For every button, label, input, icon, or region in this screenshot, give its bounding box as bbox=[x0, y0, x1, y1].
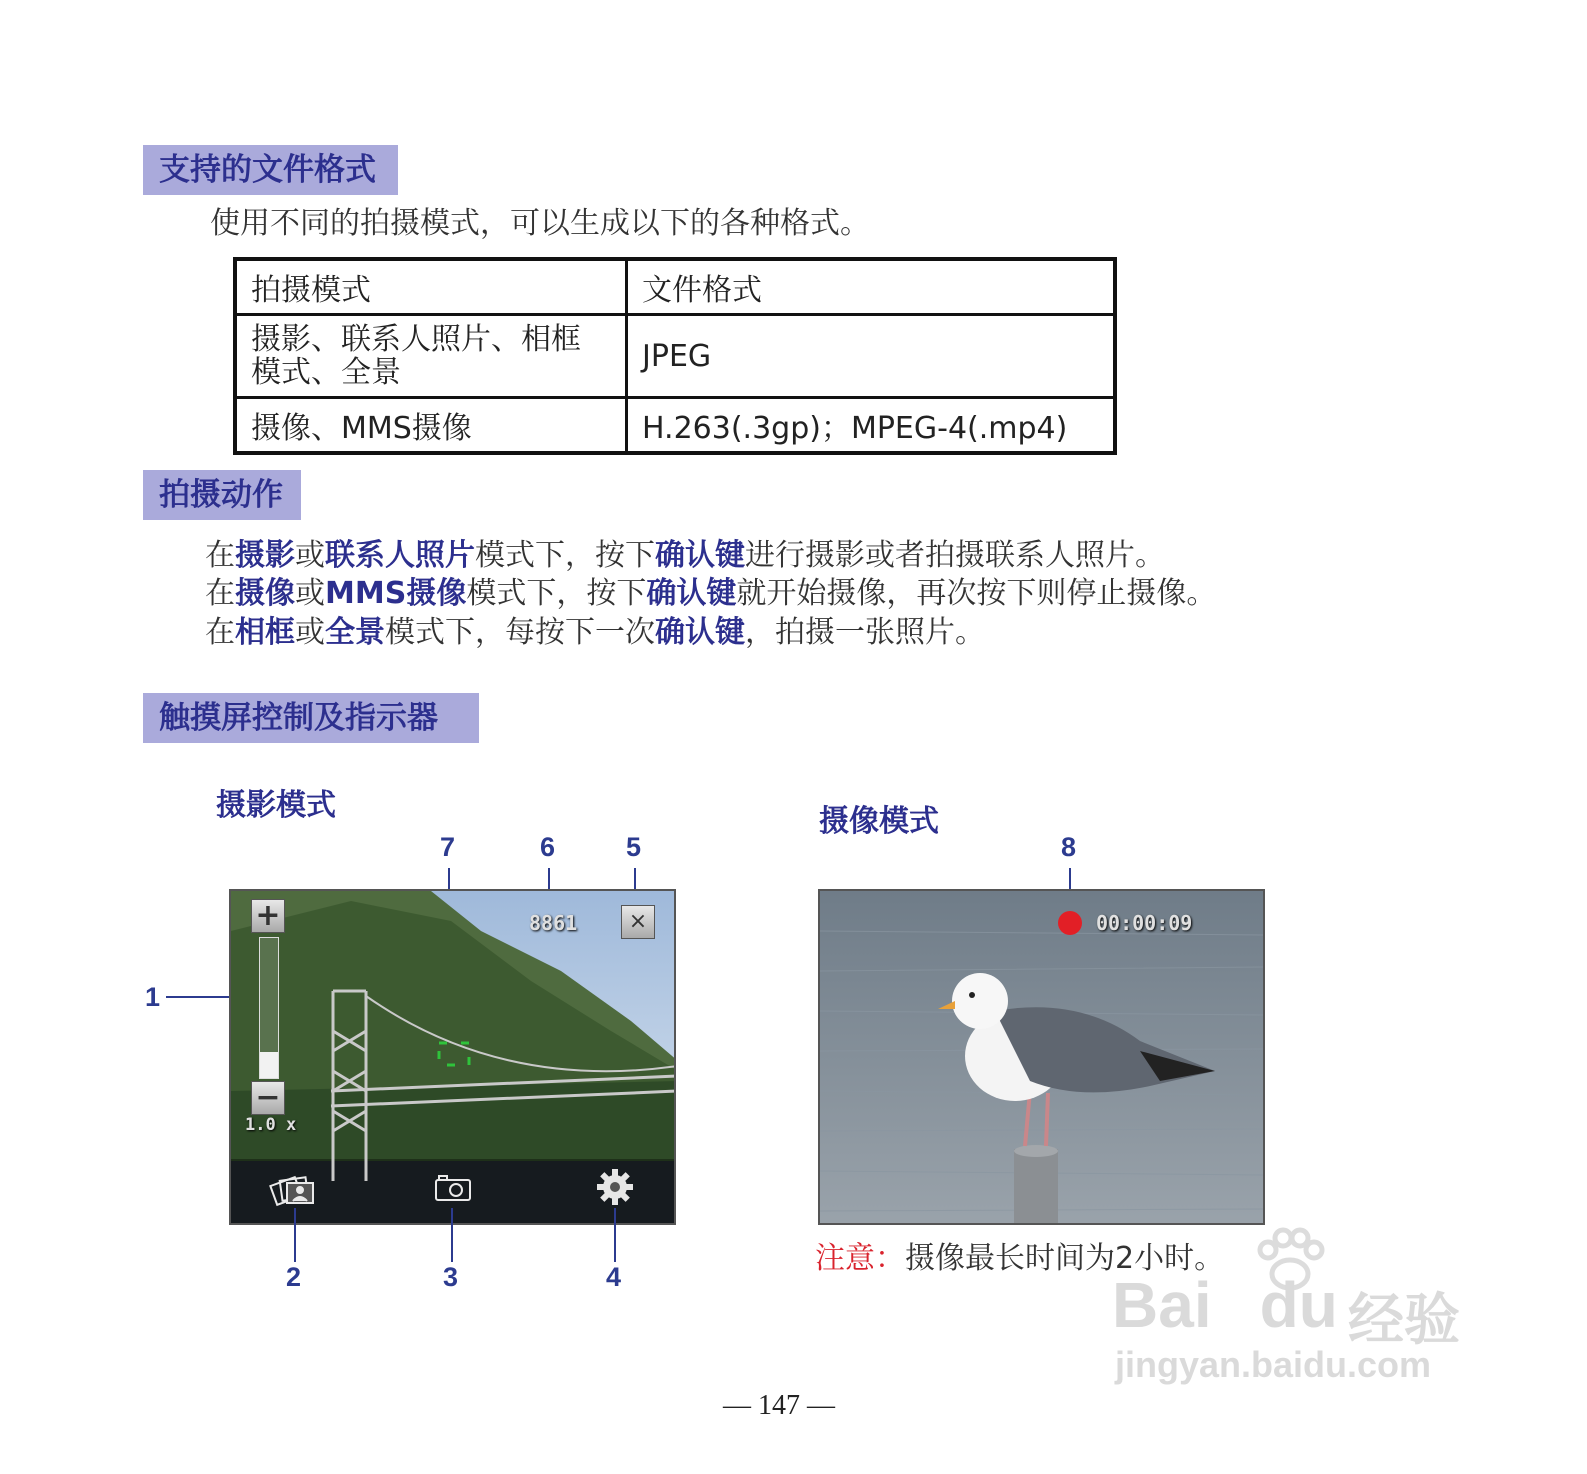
text: 在 bbox=[205, 576, 235, 611]
watermark-du: du bbox=[1259, 1269, 1338, 1341]
recording-indicator-dot bbox=[1058, 911, 1082, 935]
video-mode-title: 摄像模式 bbox=[819, 804, 939, 839]
note-text: 摄像最长时间为2小时。 bbox=[905, 1241, 1225, 1276]
mode-line-1: 摄影、联系人照片、相框 bbox=[251, 322, 581, 357]
section-title-controls: 触摸屏控制及指示器 bbox=[143, 693, 479, 743]
text: 进行摄影或者拍摄联系人照片。 bbox=[745, 538, 1165, 573]
note-label: 注意： bbox=[815, 1241, 905, 1276]
zoom-slider[interactable] bbox=[259, 937, 279, 1079]
keyword: 相框 bbox=[235, 615, 295, 650]
keyword: 确认键 bbox=[655, 538, 745, 573]
callout-1: 1 bbox=[145, 982, 161, 1012]
callout-6: 6 bbox=[540, 832, 556, 862]
page-number: — 147 — bbox=[723, 1390, 835, 1421]
zoom-level-label: 1.0 x bbox=[245, 1115, 297, 1135]
video-mode-screenshot bbox=[818, 889, 1265, 1225]
zoom-slider-thumb[interactable] bbox=[260, 1052, 278, 1078]
callout-8: 8 bbox=[1061, 832, 1077, 862]
text: 模式下，每按下一次 bbox=[385, 615, 655, 650]
table-cell-mode bbox=[235, 315, 627, 398]
action-line-2 bbox=[205, 568, 1216, 612]
formats-table bbox=[233, 257, 1117, 455]
recording-timer: 00:00:09 bbox=[1096, 911, 1193, 935]
watermark-url: jingyan.baidu.com bbox=[1115, 1344, 1432, 1385]
text: 模式下，按下 bbox=[475, 538, 655, 573]
keyword: 全景 bbox=[325, 615, 385, 650]
section-title-actions: 拍摄动作 bbox=[143, 470, 301, 520]
camera-mode-icon[interactable] bbox=[433, 1174, 473, 1208]
mode-line-2: 模式、全景 bbox=[251, 355, 401, 390]
table-row bbox=[235, 315, 1115, 398]
zoom-in-button[interactable]: + bbox=[251, 899, 285, 933]
callout-5: 5 bbox=[626, 832, 642, 862]
table-cell-format: H.263(.3gp)；MPEG-4(.mp4) bbox=[627, 398, 1116, 454]
text: 就开始摄像，再次按下则停止摄像。 bbox=[736, 576, 1217, 611]
callout-2-line bbox=[294, 1208, 296, 1262]
section-title-file-formats: 支持的文件格式 bbox=[143, 145, 398, 195]
keyword: 确认键 bbox=[655, 615, 745, 650]
action-line-3 bbox=[205, 607, 985, 651]
watermark-bai: Bai bbox=[1112, 1269, 1212, 1341]
remaining-shots-counter: 8861 bbox=[529, 911, 578, 935]
callout-2: 2 bbox=[286, 1262, 302, 1292]
table-header-row bbox=[235, 259, 1115, 315]
keyword: 摄影 bbox=[235, 538, 295, 573]
text: 或 bbox=[295, 576, 325, 611]
keyword: MMS摄像 bbox=[325, 576, 467, 611]
keyword: 确认键 bbox=[646, 576, 737, 611]
callout-7: 7 bbox=[440, 832, 456, 862]
table-row bbox=[235, 398, 1115, 454]
text: ，拍摄一张照片。 bbox=[745, 615, 985, 650]
text: 或 bbox=[295, 538, 325, 573]
formats-intro: 使用不同的拍摄模式，可以生成以下的各种格式。 bbox=[210, 206, 870, 241]
text: 在 bbox=[205, 615, 235, 650]
text: 模式下，按下 bbox=[466, 576, 647, 611]
keyword: 摄像 bbox=[235, 576, 295, 611]
seagull-image bbox=[820, 891, 1265, 1225]
watermark-brand bbox=[1112, 1268, 1338, 1342]
callout-3-line bbox=[451, 1208, 453, 1262]
zoom-out-button[interactable]: − bbox=[251, 1081, 285, 1115]
text: 在 bbox=[205, 538, 235, 573]
callout-4-line bbox=[614, 1208, 616, 1262]
table-cell-mode: 摄像、MMS摄像 bbox=[235, 398, 627, 454]
watermark-cn: 经验 bbox=[1348, 1288, 1460, 1351]
callout-3: 3 bbox=[443, 1262, 459, 1292]
table-cell-format: JPEG bbox=[627, 315, 1116, 398]
table-header-format: 文件格式 bbox=[627, 259, 1116, 315]
photo-mode-screenshot bbox=[229, 889, 676, 1225]
photo-mode-title: 摄影模式 bbox=[216, 788, 336, 823]
album-icon[interactable] bbox=[269, 1171, 317, 1211]
settings-gear-icon[interactable] bbox=[595, 1167, 635, 1211]
callout-4: 4 bbox=[606, 1262, 622, 1292]
keyword: 联系人照片 bbox=[325, 538, 475, 573]
text: 或 bbox=[295, 615, 325, 650]
table-header-mode: 拍摄模式 bbox=[235, 259, 627, 315]
close-button[interactable]: × bbox=[621, 905, 655, 939]
